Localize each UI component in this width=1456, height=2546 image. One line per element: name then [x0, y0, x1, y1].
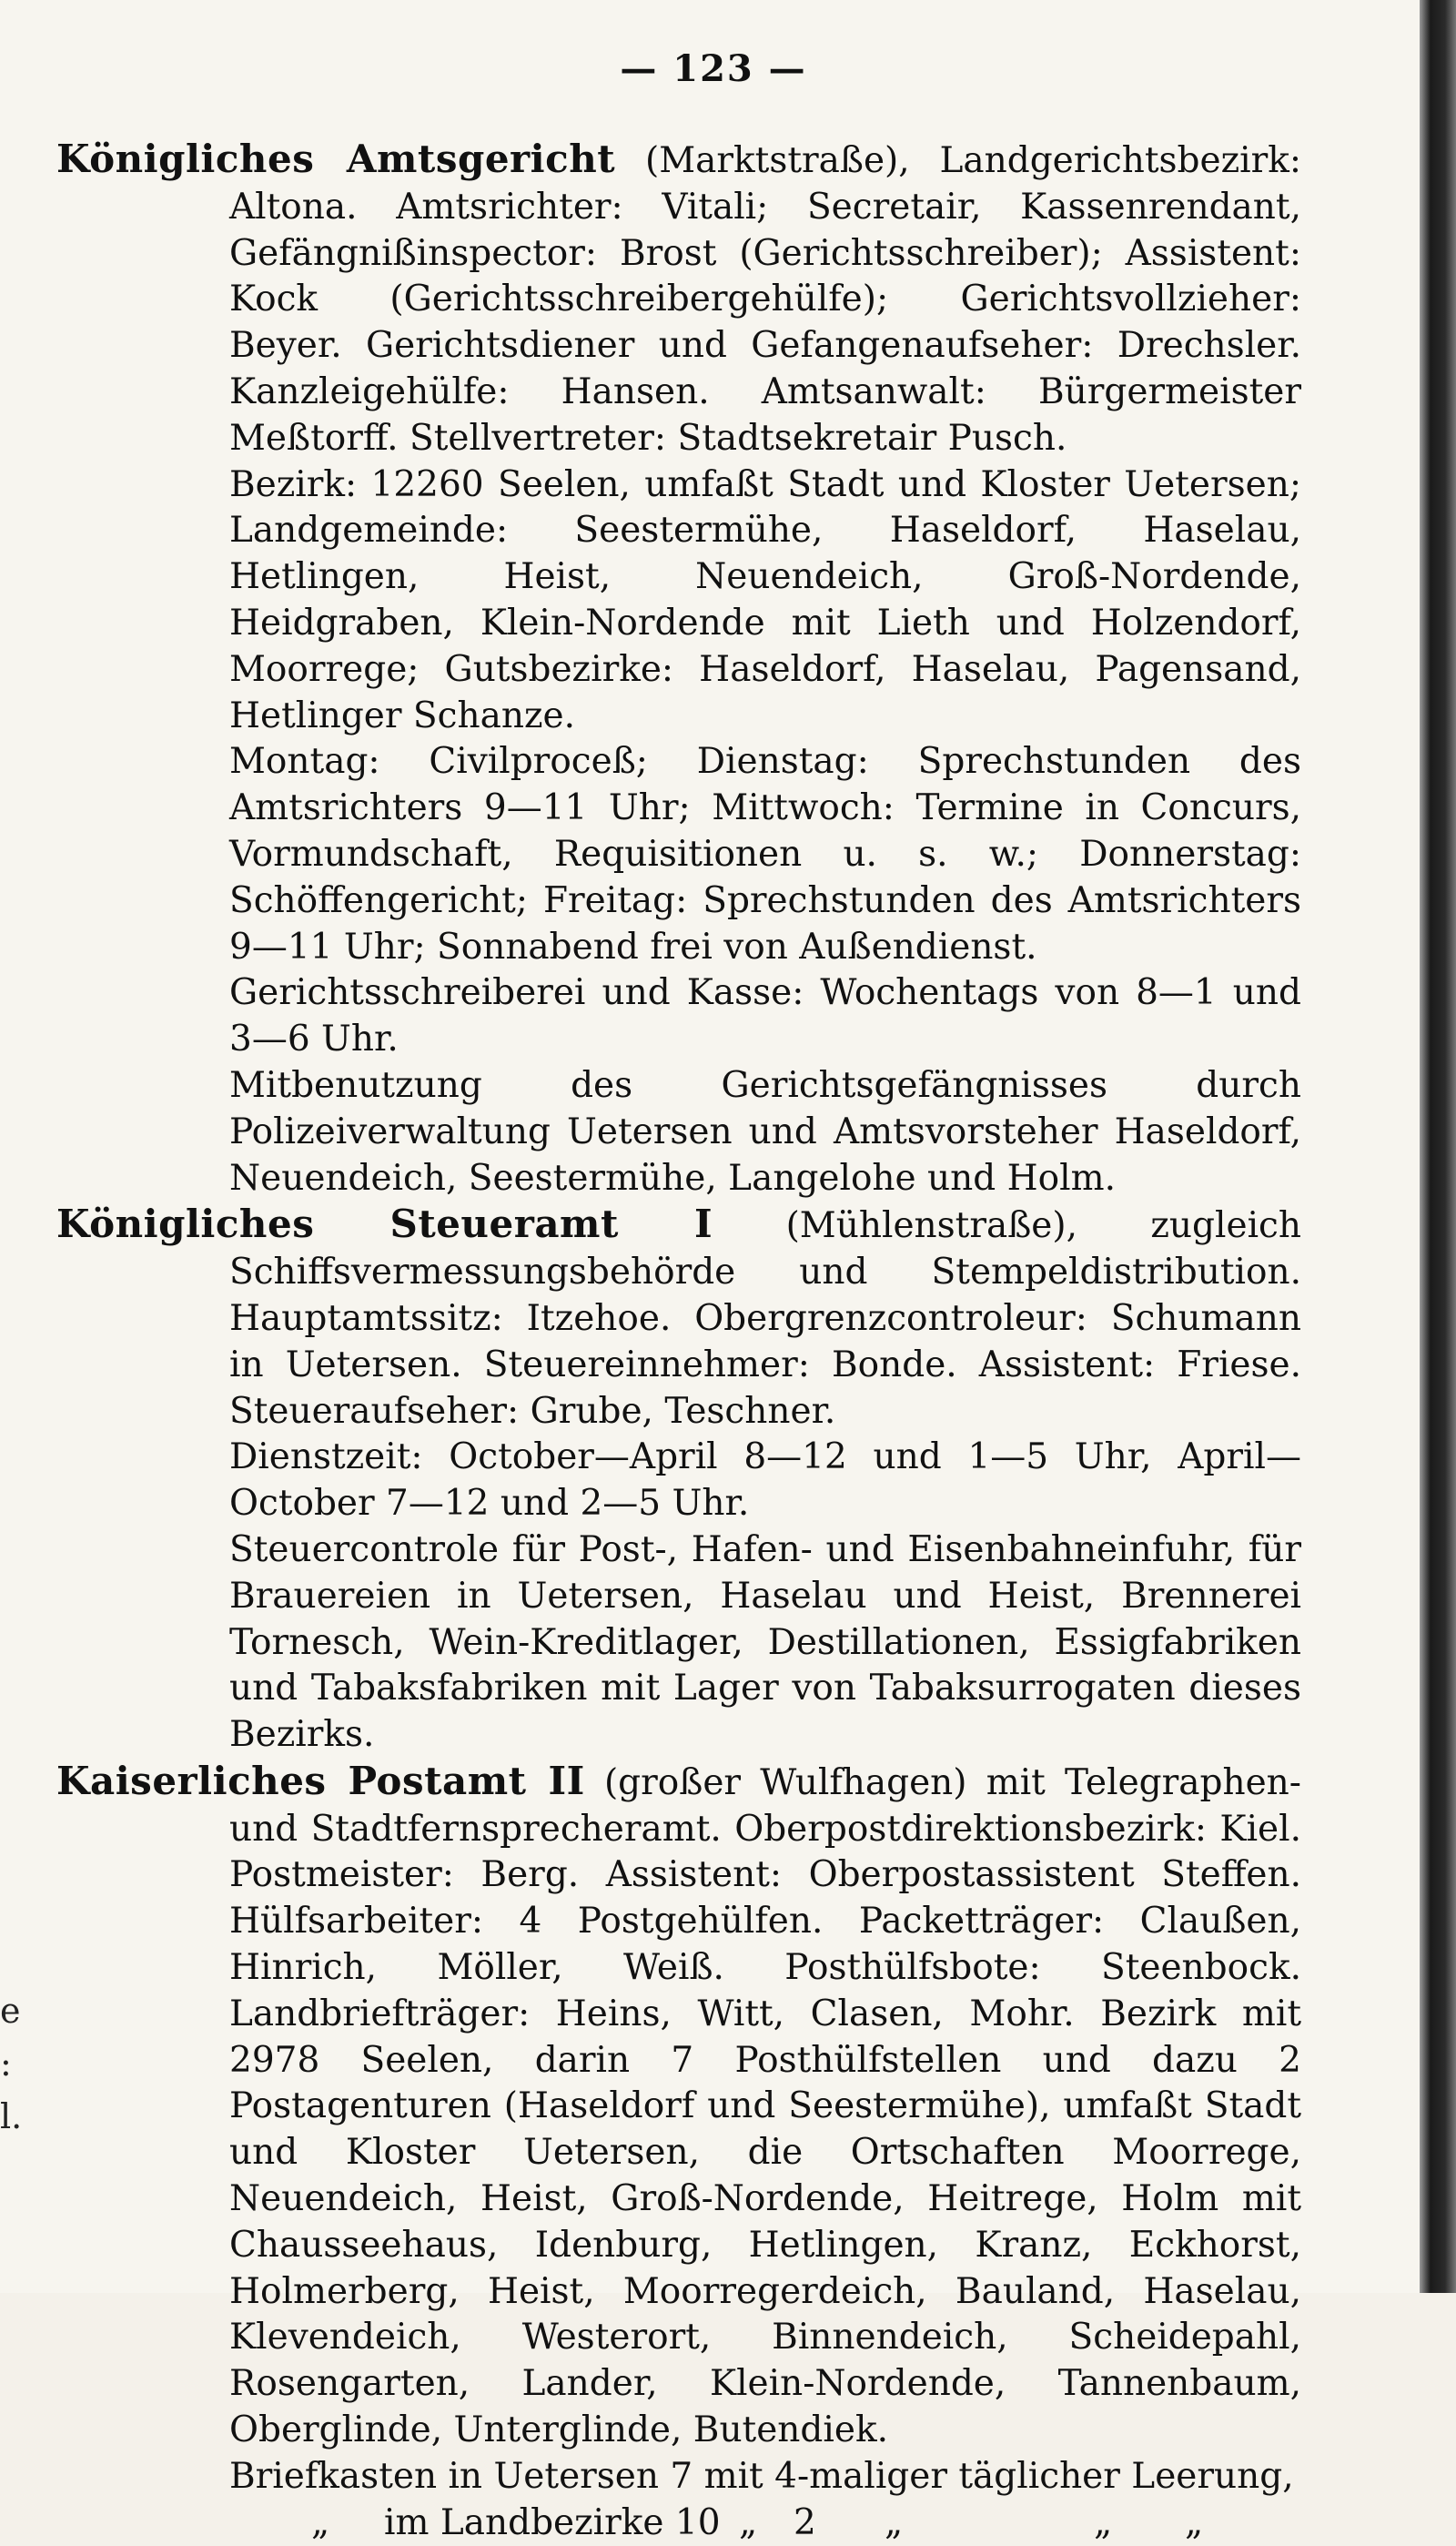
page-number: — 123 — — [620, 47, 807, 90]
ditto-mark: „ — [885, 2501, 904, 2543]
last-line-label: im Landbezirke 10 — [384, 2501, 721, 2543]
ditto-mark: „ — [739, 2501, 758, 2543]
gutter-marks — [0, 1984, 23, 2143]
paragraph: Gerichtsschreiberei und Kasse: Wochentags von 8—1 und 3—6 Uhr. — [229, 972, 1301, 1060]
paragraph: Steuercontrole für Post-, Hafen- und Eisenbahneinfuhr, für Brauereien in Uetersen, Haselau und Heist, Brennerei Tornesch, Wein-Kreditlager, Destillationen, Essigfabriken und Tabaksfabriken mit Lager von Tabaksurrogaten dieses Bezirks. — [229, 1528, 1301, 1756]
paragraph: Bezirk: 12260 Seelen, umfaßt Stadt und Kloster Uetersen; Landgemeinde: Seestermühe, Haseldorf, Haselau, Hetlingen, Heist, Neuendeich, Groß-Nordende, Heidgraben, Klein-Nordende mit Lieth und Holzendorf, Moorrege; Gutsbezirke: Haseldorf, Haselau, Pagensand, Hetlinger Schanze. — [229, 463, 1301, 736]
last-line — [56, 2500, 1301, 2546]
paragraph: Mitbenutzung des Gerichtsgefängnisses durch Polizeiverwaltung Uetersen und Amtsvorsteher Haseldorf, Neuendeich, Seestermühe, Langelohe und Holm. — [229, 1064, 1301, 1199]
ditto-mark: „ — [1185, 2501, 1204, 2543]
paragraph: Montag: Civilproceß; Dienstag: Sprechstunden des Amtsrichters 9—11 Uhr; Mittwoch: Termine in Concurs, Vormundschaft, Requisitionen u. s. w.; Donnerstag: Schöffengericht; Freitag: Sprechstunden des Amtsrichters 9—11 Uhr; Sonnabend frei von Außendienst. — [229, 741, 1301, 968]
paragraph: Dienstzeit: October—April 8—12 und 1—5 Uhr, April—October 7—12 und 2—5 Uhr. — [229, 1436, 1301, 1525]
book-spine — [1420, 0, 1456, 2293]
entry-heading-rest: (Marktstraße), Landgerichtsbezirk: Altona. — [229, 140, 1301, 228]
paragraph: Amtsrichter: Vitali; Secretair, Kassenrendant, Gefängnißinspector: Brost (Gerichtsschreiber); Assistent: Kock (Gerichtsschreibergehülfe); Gerichtsvollzieher: Beyer. Gerichtsdiener und Gefangenaufseher: Drechsler. Kanzleigehülfe: Hansen. Amtsanwalt: Bürgermeister Meßtorff. Stellvertreter: Stadtsekretair Pusch. — [229, 186, 1301, 459]
entry-postamt — [56, 1759, 1301, 2454]
entry-steueramt — [56, 1202, 1301, 1435]
paragraph: Briefkasten in Uetersen 7 mit 4-maliger täglicher Leerung, — [229, 2455, 1294, 2497]
page-text — [56, 137, 1301, 2546]
ditto-mark: „ — [1094, 2501, 1113, 2543]
entry-heading: Kaiserliches Postamt II — [56, 1758, 585, 1803]
entry-heading: Königliches Steueramt I — [56, 1202, 713, 1247]
last-line-number: 2 — [794, 2501, 816, 2543]
ditto-mark: „ — [311, 2501, 330, 2543]
gutter-mark: e — [0, 1991, 21, 2031]
gutter-mark: l. — [0, 2096, 23, 2136]
entry-amtsgericht — [56, 137, 1301, 462]
entry-heading-rest: (Mühlenstraße), zugleich Schiffsvermessungsbehörde und Stempeldistribution. Hauptamtssitz: Itzehoe. Obergrenzcontroleur: Schumann in Uetersen. Steuereinnehmer: Bonde. Assistent: Friese. Steueraufseher: Grube, Teschner. — [229, 1205, 1302, 1432]
entry-heading-rest: (großer Wulfhagen) mit Telegraphen- und Stadtfernsprecheramt. Oberpostdirektionsbezirk: Kiel. Postmeister: Berg. Assistent: Oberpostassistent Steffen. Hülfsarbeiter: 4 Postgehülfen. Packetträger: Claußen, Hinrich, Möller, Weiß. Posthülfsbote: Steenbock. Landbriefträger: Heins, Witt, Clasen, Mohr. Bezirk mit 2978 Seelen, darin 7 Posthülfstellen und dazu 2 Postagenturen (Haseldorf und Seestermühe), umfaßt Stadt und Kloster Uetersen, die Ortschaften Moorrege, Neuendeich, Heist, Groß-Nordende, Heitrege, Holm mit Chausseehaus, Idenburg, Hetlingen, Kranz, Eckhorst, Holmerberg, Heist, Moorregerdeich, Bauland, Haselau, Klevendeich, Westerort, Binnendeich, Scheidepahl, Rosengarten, Lander, Klein-Nordende, Tannenbaum, Oberglinde, Unterglinde, Butendiek. — [229, 1761, 1301, 2451]
gutter-mark: : — [0, 2044, 12, 2084]
entry-heading: Königliches Amtsgericht — [56, 137, 616, 181]
